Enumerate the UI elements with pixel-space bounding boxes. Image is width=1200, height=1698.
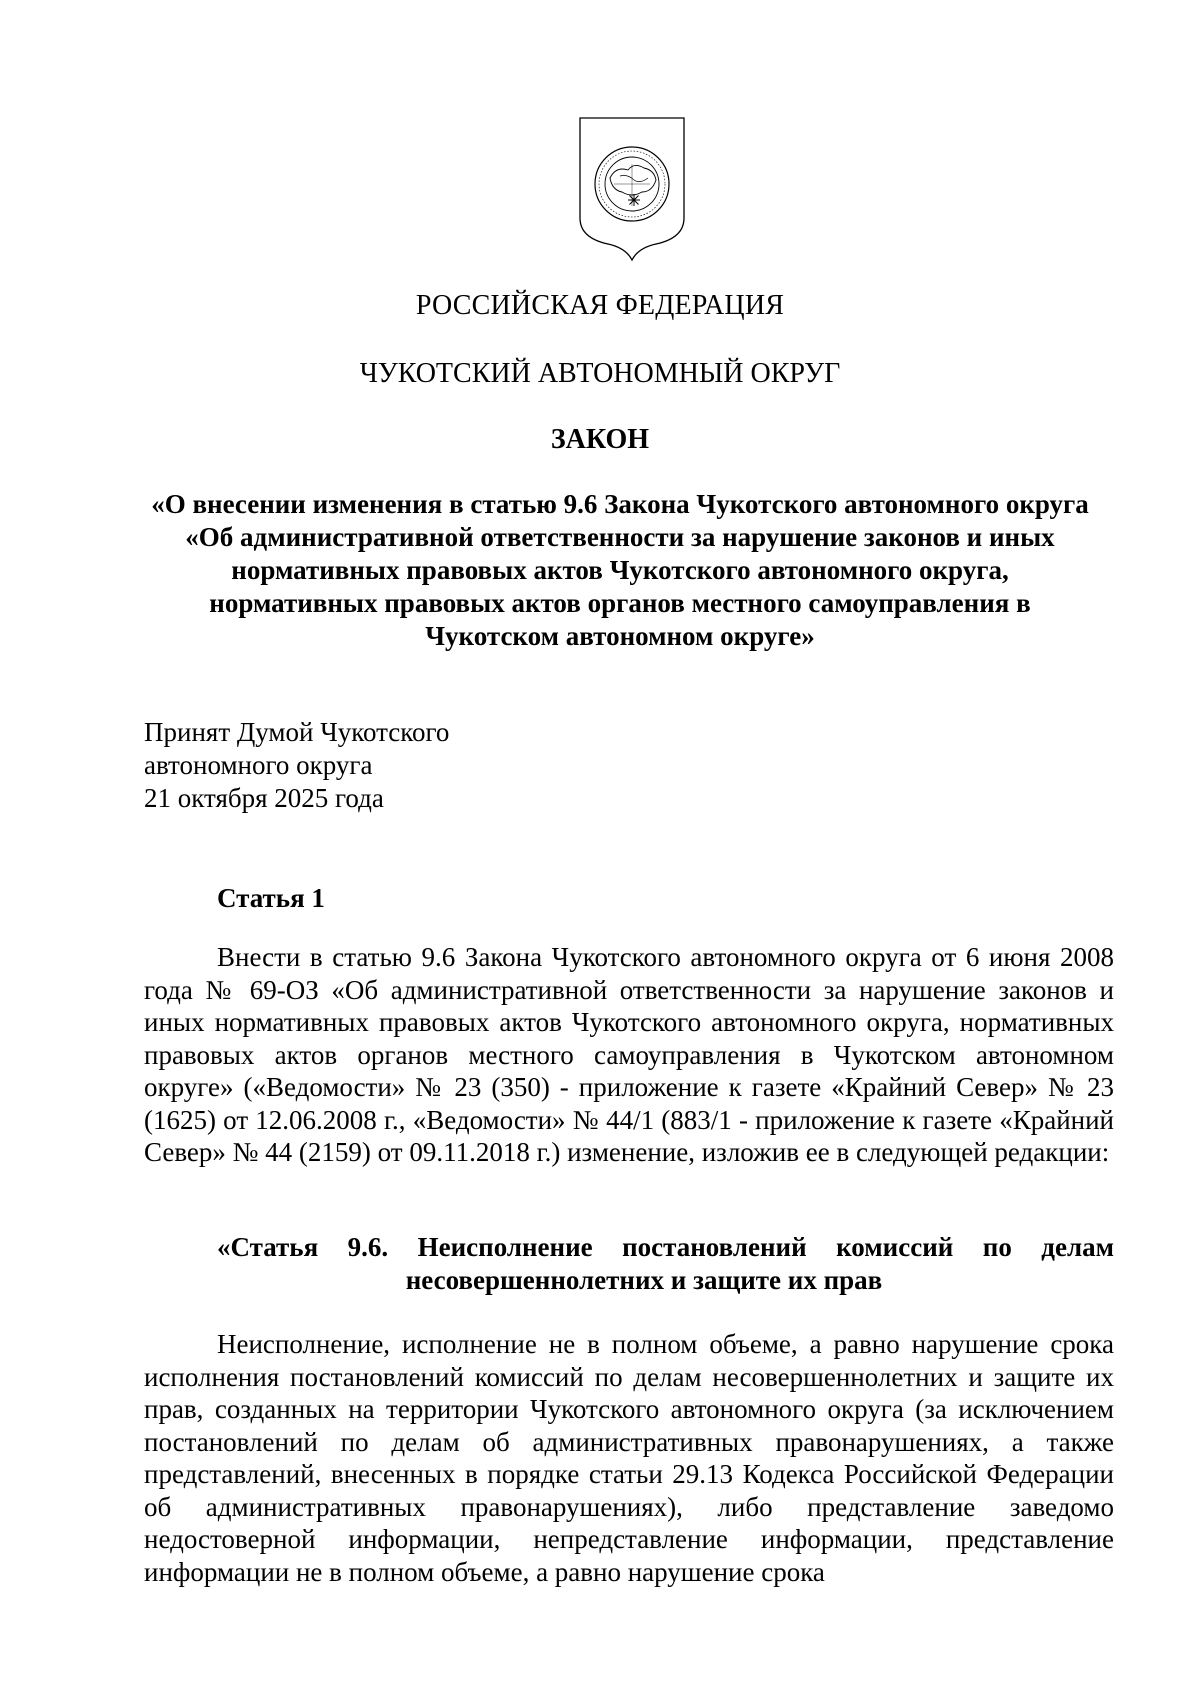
region-heading: ЧУКОТСКИЙ АВТОНОМНЫЙ ОКРУГ <box>359 358 841 389</box>
article-1-text: Внести в статью 9.6 Закона Чукотского автономного округа от 6 июня 2008 года № 69-ОЗ «Об административной ответственности за нарушение законов и иных нормативных правовых актов Чукотского автономного округа, нормативных правовых актов органов местного самоуправления в Чукотском автономном округе» («Ведомости» № 23 (350) - приложение к газете «Крайний Север» № 23 (1625) от 12.06.2008 г., «Ведомости» № 44/1 (883/1 - приложение к газете «Крайний Север» № 44 (2159) от 09.11.2018 г.) изменение, изложив ее в следующей редакции: <box>144 942 1114 1167</box>
law-title: «О внесении изменения в статью 9.6 Закона Чукотского автономного округа «Об административной ответственности за нарушение законов и иных нормативных правовых актов Чукотского автономного округа, нормативных правовых актов органов местного самоуправления в Чукотском автономном округе» <box>151 489 1089 651</box>
coat-of-arms-icon <box>576 114 688 264</box>
article-1-paragraph <box>144 941 1114 1169</box>
article-9-6-paragraph <box>144 1328 1114 1588</box>
article-9-6-heading-line: «Статья 9.6. Неисполнение постановлений комиссий по делам <box>217 1232 1114 1262</box>
country-heading: РОССИЙСКАЯ ФЕДЕРАЦИЯ <box>415 290 785 321</box>
article-9-6-heading <box>144 1231 1114 1297</box>
document-type-heading: ЗАКОН <box>550 424 650 455</box>
adoption-line: автономного округа <box>144 750 373 780</box>
adoption-line: Принят Думой Чукотского <box>144 717 450 747</box>
article-9-6-text: Неисполнение, исполнение не в полном объеме, а равно нарушение срока исполнения постановлений комиссий по делам несовершеннолетних и защите их прав, созданных на территории Чукотского автономного округа (за исключением постановлений по делам об административных правонарушениях, а также представлений, внесенных в порядке статьи 29.13 Кодекса Российской Федерации об административных правонарушениях), либо представление заведомо недостоверной информации, непредставление информации, представление информации не в полном объеме, а равно нарушение срока <box>144 1329 1114 1587</box>
adoption-block <box>144 716 644 815</box>
adoption-date: 21 октября 2025 года <box>144 783 384 813</box>
article-1-heading: Статья 1 <box>217 883 325 913</box>
article-9-6-heading-line: несовершеннолетних и защите их прав <box>405 1265 883 1295</box>
